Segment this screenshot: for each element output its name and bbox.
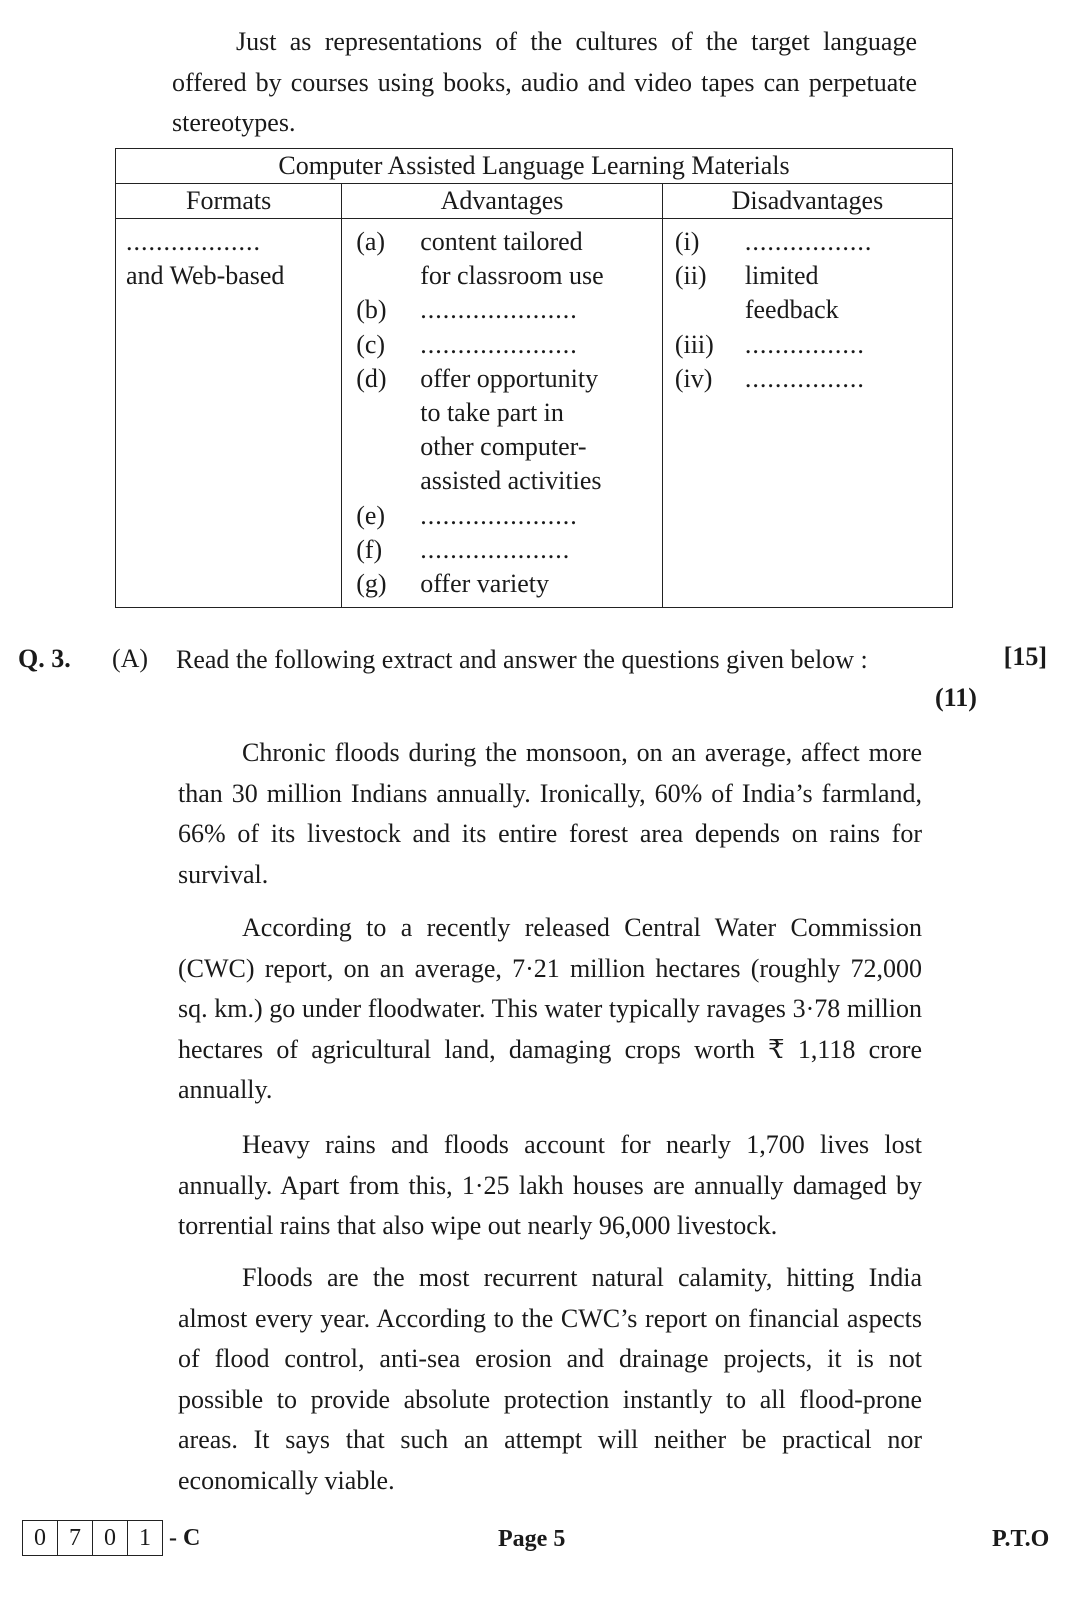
advantage-line: content tailored xyxy=(420,227,583,256)
paper-code xyxy=(22,1520,200,1556)
question-part: (A) xyxy=(112,644,149,673)
paper-code-digit: 0 xyxy=(23,1521,58,1555)
paper-code-suffix: - C xyxy=(169,1524,201,1551)
disadvantage-line: feedback xyxy=(744,295,839,325)
column-header-advantages: Advantages xyxy=(342,184,663,219)
intro-paragraph: Just as representations of the cultures of the target language offered by courses using books, audio and video tapes can perpetuate stereotypes. xyxy=(172,27,917,137)
advantage-item xyxy=(342,499,662,533)
advantage-line: other computer- xyxy=(420,432,587,462)
paper-code-digit: 1 xyxy=(139,1525,151,1551)
advantage-item xyxy=(342,293,662,327)
table-title: Computer Assisted Language Learning Materials xyxy=(116,149,953,184)
disadvantage-item xyxy=(663,328,952,362)
advantage-blank: .................... xyxy=(420,534,571,564)
advantage-text: offer variety xyxy=(420,569,549,599)
advantage-marker: (d) xyxy=(356,363,387,393)
disadvantage-marker: (i) xyxy=(674,227,700,256)
question-text: Read the following extract and answer the questions given below : xyxy=(176,645,868,674)
extract-paragraph-4: Floods are the most recurrent natural calamity, hitting India almost every year. According to the CWC’s report on financial aspects of flood control, anti-sea erosion and drainage projects, it is not possible to provide absolute protection instantly to all flood-prone areas. It says that such an attempt will neither be practical nor economically viable. xyxy=(178,1263,922,1495)
disadvantage-blank: ................ xyxy=(744,329,865,359)
part-marks: (11) xyxy=(935,683,977,712)
advantage-text xyxy=(420,225,603,293)
extract-paragraph-2: According to a recently released Central Water Commission (CWC) report, on an average, 7·21 million hectares (roughly 72,000 sq. km.) go under floodwater. This water typically ravages 3·78 million hectares of agricultural land, damaging crops worth ₹ 1,118 crore annually. xyxy=(178,913,922,1104)
disadvantage-item xyxy=(663,225,952,259)
disadvantage-line: limited xyxy=(744,261,819,291)
question-number: Q. 3. xyxy=(18,644,71,673)
advantage-marker: (c) xyxy=(356,329,386,359)
advantage-line: assisted activities xyxy=(420,466,602,496)
formats-blank: .................. xyxy=(126,227,261,256)
advantage-blank: ..................... xyxy=(420,329,578,359)
extract-paragraph-1: Chronic floods during the monsoon, on an average, affect more than 30 million Indians annually. Ironically, 60% of India’s farmland, 66% of its livestock and its entire forest area depends on rains for survival. xyxy=(178,738,922,889)
advantage-blank: ..................... xyxy=(420,295,578,325)
disadvantage-item xyxy=(663,362,952,396)
column-header-formats: Formats xyxy=(116,184,342,219)
paper-code-digit: 7 xyxy=(58,1521,93,1555)
advantage-item xyxy=(342,362,662,499)
advantage-item xyxy=(342,533,662,567)
advantage-line: to take part in xyxy=(420,398,564,428)
paper-code-boxes xyxy=(22,1520,163,1556)
advantage-marker: (a) xyxy=(356,227,386,256)
formats-web-based: and Web-based xyxy=(126,261,285,291)
advantage-line: for classroom use xyxy=(420,261,604,291)
advantage-item xyxy=(342,567,662,601)
formats-cell xyxy=(116,219,342,608)
advantage-text xyxy=(420,362,601,499)
advantage-line: offer opportunity xyxy=(420,363,599,393)
advantage-item xyxy=(342,225,662,293)
advantage-blank: ..................... xyxy=(420,500,578,530)
column-header-disadvantages: Disadvantages xyxy=(662,184,952,219)
please-turn-over: P.T.O xyxy=(992,1526,1050,1552)
advantage-marker: (f) xyxy=(356,534,383,564)
advantages-cell xyxy=(342,219,663,608)
advantage-marker: (g) xyxy=(356,569,387,599)
disadvantage-blank: ................ xyxy=(744,363,865,393)
advantage-marker: (e) xyxy=(356,500,386,530)
disadvantage-marker: (iii) xyxy=(674,329,714,359)
total-marks: [15] xyxy=(1003,642,1047,671)
calm-table xyxy=(115,148,953,608)
advantage-item xyxy=(342,328,662,362)
page-number: Page 5 xyxy=(498,1526,566,1552)
paper-code-digit: 0 xyxy=(93,1521,128,1555)
disadvantage-marker: (iv) xyxy=(674,363,713,393)
disadvantage-blank: ................. xyxy=(744,227,873,256)
disadvantage-marker: (ii) xyxy=(674,261,707,291)
disadvantages-cell xyxy=(662,219,952,608)
extract-paragraph-3: Heavy rains and floods account for nearly 1,700 lives lost annually. Apart from this, 1·25 lakh houses are annually damaged by torrential rains that also wipe out nearly 96,000 livestock. xyxy=(178,1130,922,1240)
disadvantage-text xyxy=(745,259,839,327)
disadvantage-item xyxy=(663,259,952,327)
advantage-marker: (b) xyxy=(356,295,387,325)
